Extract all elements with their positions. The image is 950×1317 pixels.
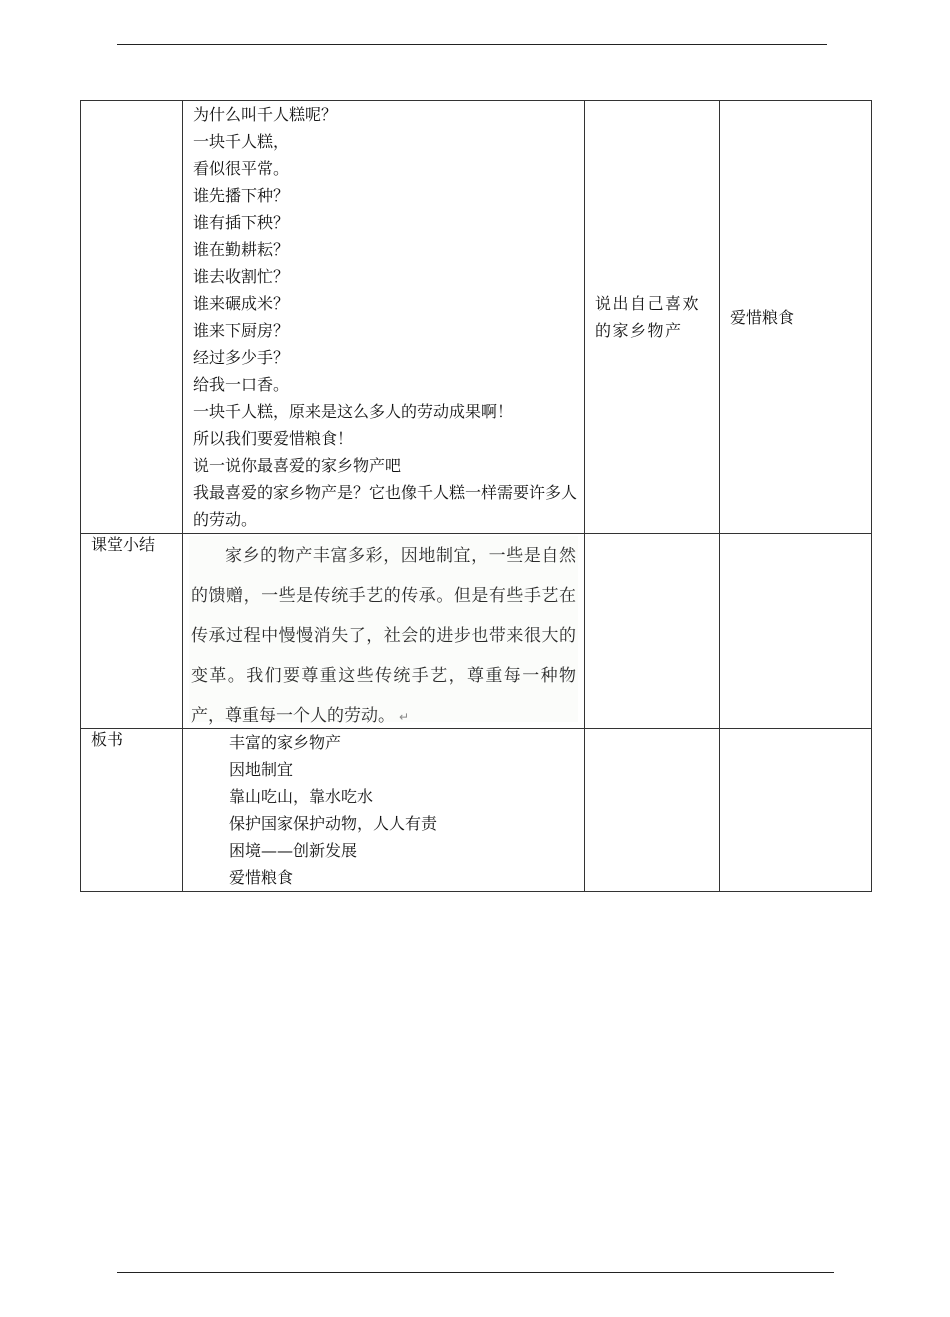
summary-image: [189, 536, 578, 726]
lesson-line: 谁先播下种？: [193, 186, 290, 205]
board-label: 板书: [91, 730, 124, 749]
lesson-line: 谁去收割忙？: [193, 267, 290, 286]
student-activity-text: 说出自己喜欢的家乡物产: [595, 294, 701, 340]
lesson-line: 一块千人糕，原来是这么多人的劳动成果啊！: [193, 402, 514, 421]
header-rule: [117, 44, 827, 45]
empty-cell: [585, 534, 720, 729]
board-content-cell: [183, 729, 585, 892]
lesson-plan-table: [80, 100, 872, 892]
student-activity-cell: [585, 101, 720, 534]
empty-cell: [720, 534, 872, 729]
return-mark-icon: ↵: [399, 710, 410, 724]
lesson-line: 谁有插下秧？: [193, 213, 290, 232]
empty-cell: [720, 729, 872, 892]
table-row: [81, 534, 872, 729]
board-item: 困境——创新发展: [229, 841, 358, 860]
lesson-line: 经过多少手？: [193, 348, 290, 367]
board-label-cell: [81, 729, 183, 892]
lesson-line: 看似很平常。: [193, 159, 290, 178]
lesson-line: 谁来下厨房？: [193, 321, 290, 340]
lesson-line: 谁来碾成米？: [193, 294, 290, 313]
board-item: 因地制宜: [229, 760, 294, 779]
lesson-line: 所以我们要爱惜粮食！: [193, 429, 354, 448]
design-intent-text: 爱惜粮食: [730, 307, 795, 327]
board-item: 靠山吃山，靠水吃水: [229, 787, 374, 806]
summary-label-cell: [81, 534, 183, 729]
board-item: 爱惜粮食: [229, 868, 294, 887]
lesson-line: 为什么叫千人糕呢？: [193, 105, 338, 124]
summary-text: 家乡的物产丰富多彩，因地制宜，一些是自然的馈赠，一些是传统手艺的传承。但是有些手艺在传承过程中慢慢消失了，社会的进步也带来很大的变革。我们要尊重这些传统手艺，尊重每一种物产，尊重每一个人的劳动。: [191, 546, 576, 726]
board-item: 丰富的家乡物产: [229, 733, 342, 752]
lesson-content-cell: [183, 101, 585, 534]
board-items: [183, 729, 584, 891]
row-label-cell: [81, 101, 183, 534]
lesson-line: 给我一口香。: [193, 375, 290, 394]
board-item: 保护国家保护动物，人人有责: [229, 814, 438, 833]
empty-cell: [585, 729, 720, 892]
lesson-line: 说一说你最喜爱的家乡物产吧: [193, 456, 402, 475]
footer-rule: [117, 1272, 834, 1273]
lesson-line: 一块千人糕，: [193, 132, 290, 151]
summary-label: 课堂小结: [91, 535, 156, 554]
table-row: [81, 729, 872, 892]
lesson-lines: [183, 101, 584, 533]
lesson-line: 谁在勤耕耘？: [193, 240, 290, 259]
summary-content-cell: [183, 534, 585, 729]
table-row: [81, 101, 872, 534]
lesson-line: 我最喜爱的家乡物产是？它也像千人糕一样需要许多人的劳动。: [193, 483, 578, 529]
design-intent-cell: [720, 101, 872, 534]
